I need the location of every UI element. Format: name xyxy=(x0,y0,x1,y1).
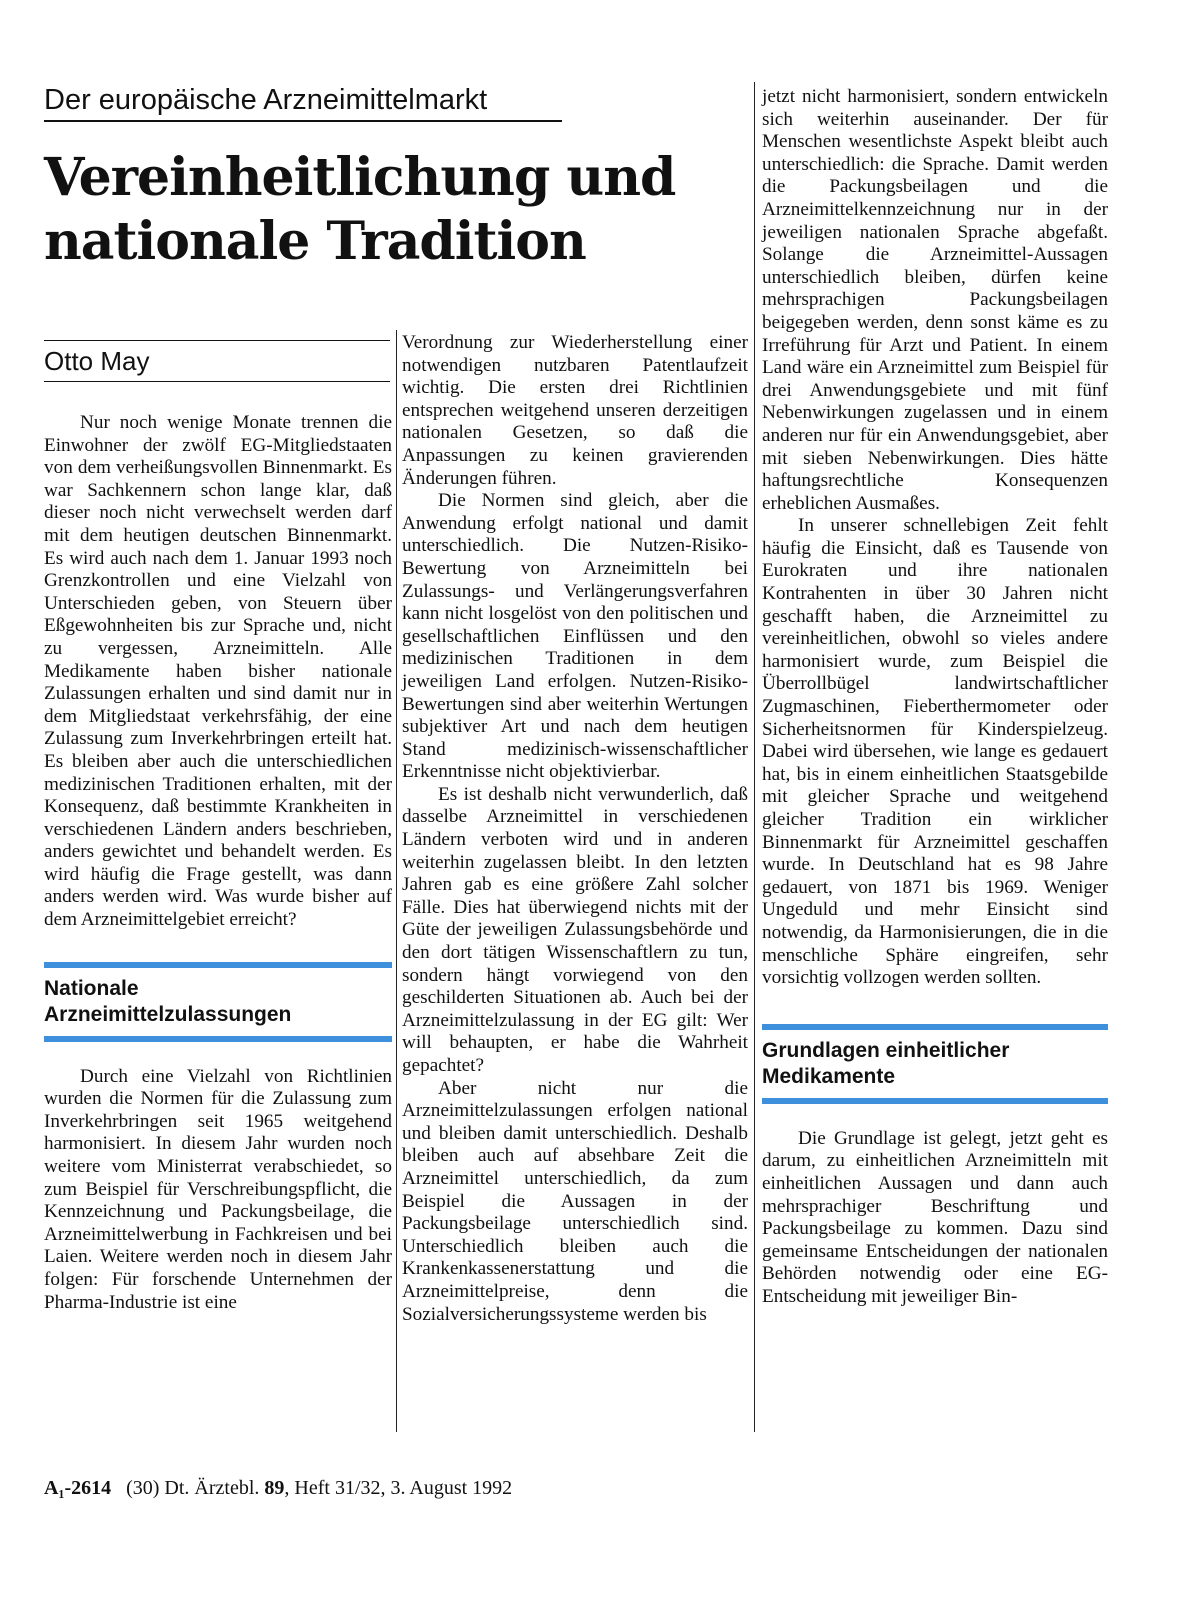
headline-line-2: nationale Tradition xyxy=(44,211,586,272)
paragraph: Nur noch wenige Monate trennen die Einwohner der zwölf EG-Mitgliedstaaten von dem verheißungsvollen Binnenmarkt. Es war Sachkennern schon lange klar, daß dieser noch nicht verwechselt werden darf mit dem heutigen deutschen Binnenmarkt. Es wird auch nach dem 1. Januar 1993 noch Grenzkontrollen und eine Vielzahl von Unterschieden geben, von Steuern über Eßgewohnheiten bis zur Sprache und, nicht zu vergessen, Arzneimitteln. Alle Medikamente haben bisher nationale Zulassungen erhalten und sind damit nur in dem Mitgliedstaat verkehrsfähig, der eine Zulassung zum Inverkehrbringen erteilt hat. Es bleiben aber auch die unterschiedlichen medizinischen Traditionen erhalten, mit der Konsequenz, daß bestimmte Krankheiten in verschiedenen Ländern anders beschrieben, anders gewichtet und behandelt werden. Es wird häufig die Frage gestellt, was dann anders werden wird. Was wurde bisher auf dem Arzneimittelgebiet erreicht? xyxy=(44,412,392,931)
page-footer xyxy=(44,1476,512,1500)
citation-suffix: , Heft 31/32, 3. August 1992 xyxy=(284,1477,513,1499)
column-rule-right xyxy=(754,82,755,1432)
column-2 xyxy=(402,332,748,1326)
paragraph: Es ist deshalb nicht verwunderlich, daß dasselbe Arzneimittel in verschiedenen Ländern verboten wird und in anderen weiterhin zugelassen bleibt. In den letzten Jahren gab es eine größere Zahl solcher Fälle. Dies hat überwiegend nichts mit der Güte der jeweiligen Zulassungsbehörde und den dort tätigen Wissenschaftlern zu tun, sondern hängt vorwiegend von den geschilderten Situationen ab. Auch bei der Arzneimittelzulassung in der EG gilt: Wer will behaupten, er habe die Wahrheit gepachtet? xyxy=(402,783,748,1076)
citation-prefix: (30) Dt. Ärztebl. xyxy=(126,1477,260,1499)
paragraph: Aber nicht nur die Arzneimittelzulassungen erfolgen national und bleiben damit unterschiedlich. Deshalb bleiben auch auf absehbare Zeit die Arzneimittel unterschiedlich, da zum Beispiel die Aussagen in der Packungsbeilage unterschiedlich sind. Unterschiedlich bleiben auch die Krankenkassenerstattung und die Arzneimittelpreise, denn die Sozialversicherungssysteme werden bis xyxy=(402,1077,748,1325)
column-1 xyxy=(44,412,392,1314)
paragraph: Die Grundlage ist gelegt, jetzt geht es darum, zu einheitlichen Arzneimitteln mit einheitlichen Aussagen und dann auch mehrsprachiger Beschriftung und Packungsbeilage zu kommen. Dazu sind gemeinsame Entscheidungen der nationalen Behörden notwendig oder eine EG-Entscheidung mit jeweiliger Bin- xyxy=(762,1127,1108,1307)
column-3 xyxy=(762,86,1108,1309)
subheading-grundlagen-einheitlicher-medikamente xyxy=(762,1024,1108,1104)
paragraph: In unserer schnellebigen Zeit fehlt häufig die Einsicht, daß es Tausende von Eurokraten und ihre nationalen Kontrahenten in über 30 Jahren nicht geschafft haben, die Arzneimittel zu vereinheitlichen, obwohl so vieles andere harmonisiert wurde, zum Beispiel die Überrollbügel landwirtschaftlicher Zugmaschinen, Fieberthermometer oder Sicherheitsnormen für Kinderspielzeug. Dabei wird übersehen, wie lange es gedauert hat, bis in einem einheitlichen Staatsgebilde mit gleicher Sprache und weitgehend gleicher Tradition ein wirklicher Binnenmarkt für Arzneimittel geschaffen wurde. In Deutschland hat es 98 Jahre gedauert, von 1871 bis 1969. Weniger Ungeduld und mehr Einsicht sind notwendig, da Harmonisierungen, die in die menschliche Sphäre eingreifen, sehr vorsichtig vollzogen werden sollten. xyxy=(762,515,1108,989)
subheading-line: Nationale xyxy=(44,976,139,1000)
page-code: A₁-2614 xyxy=(44,1477,112,1499)
subheading-line: Grundlagen einheitlicher xyxy=(762,1038,1010,1062)
subheading-line: Arzneimittelzulassungen xyxy=(44,1002,292,1026)
headline-line-1: Vereinheitlichung und xyxy=(44,147,676,208)
volume-number: 89 xyxy=(264,1477,285,1499)
kicker: Der europäische Arzneimittelmarkt xyxy=(44,82,562,122)
headline xyxy=(44,146,764,274)
paragraph: Durch eine Vielzahl von Richtlinien wurden die Normen für die Zulassung zum Inverkehrbringen seit 1965 weitgehend harmonisiert. In diesem Jahr wurden noch weitere vom Ministerrat verabschiedet, so zum Beispiel für Verschreibungspflicht, die Kennzeichnung und Packungsbeilage, die Arzneimittelwerbung in Fachkreisen und bei Laien. Weitere werden noch in diesem Jahr folgen: Für forschende Unternehmen der Pharma-Industrie ist eine xyxy=(44,1065,392,1313)
author-byline: Otto May xyxy=(44,340,390,382)
subheading-line: Medikamente xyxy=(762,1064,896,1088)
column-rule-left xyxy=(396,330,397,1432)
subheading-nationale-arzneimittelzulassungen xyxy=(44,962,392,1042)
paragraph: Verordnung zur Wiederherstellung einer notwendigen nutzbaren Patentlaufzeit wichtig. Die ersten drei Richtlinien entsprechen weitgehend unseren derzeitigen nationalen Gesetzen, so daß die Anpassungen zu keinen gravierenden Änderungen führen. xyxy=(402,332,748,489)
paragraph: Die Normen sind gleich, aber die Anwendung erfolgt national und damit unterschiedlich. Die Nutzen-Risiko-Bewertung von Arzneimitteln bei Zulassungs- und Verlängerungsverfahren kann nicht losgelöst von den politischen und gesellschaftlichen Einflüssen und den medizinischen Traditionen in dem jeweiligen Land erfolgen. Nutzen-Risiko-Bewertungen sind aber weiterhin Wertungen subjektiver Art und nach dem heutigen Stand medizinisch-wissenschaftlicher Erkenntnisse nicht objektivierbar. xyxy=(402,490,748,783)
paragraph: jetzt nicht harmonisiert, sondern entwickeln sich weiterhin auseinander. Der für Menschen wesentlichste Aspekt bleibt auch unterschiedlich: die Sprache. Damit werden die Packungsbeilagen und die Arzneimittelkennzeichnung nur in der jeweiligen nationalen Sprache abgefaßt. Solange die Arzneimittel-Aussagen unterschiedlich bleiben, dürfen keine mehrsprachigen Packungsbeilagen beigegeben werden, denn sonst käme es zu Irreführung für Arzt und Patient. In einem Land wäre ein Arzneimittel zum Beispiel für drei Anwendungsgebiete und mit fünf Nebenwirkungen zugelassen und in einem anderen nur für ein Anwendungsgebiet, aber mit sieben Nebenwirkungen. Dies hätte haftungsrechtliche Konsequenzen erheblichen Ausmaßes. xyxy=(762,86,1108,514)
